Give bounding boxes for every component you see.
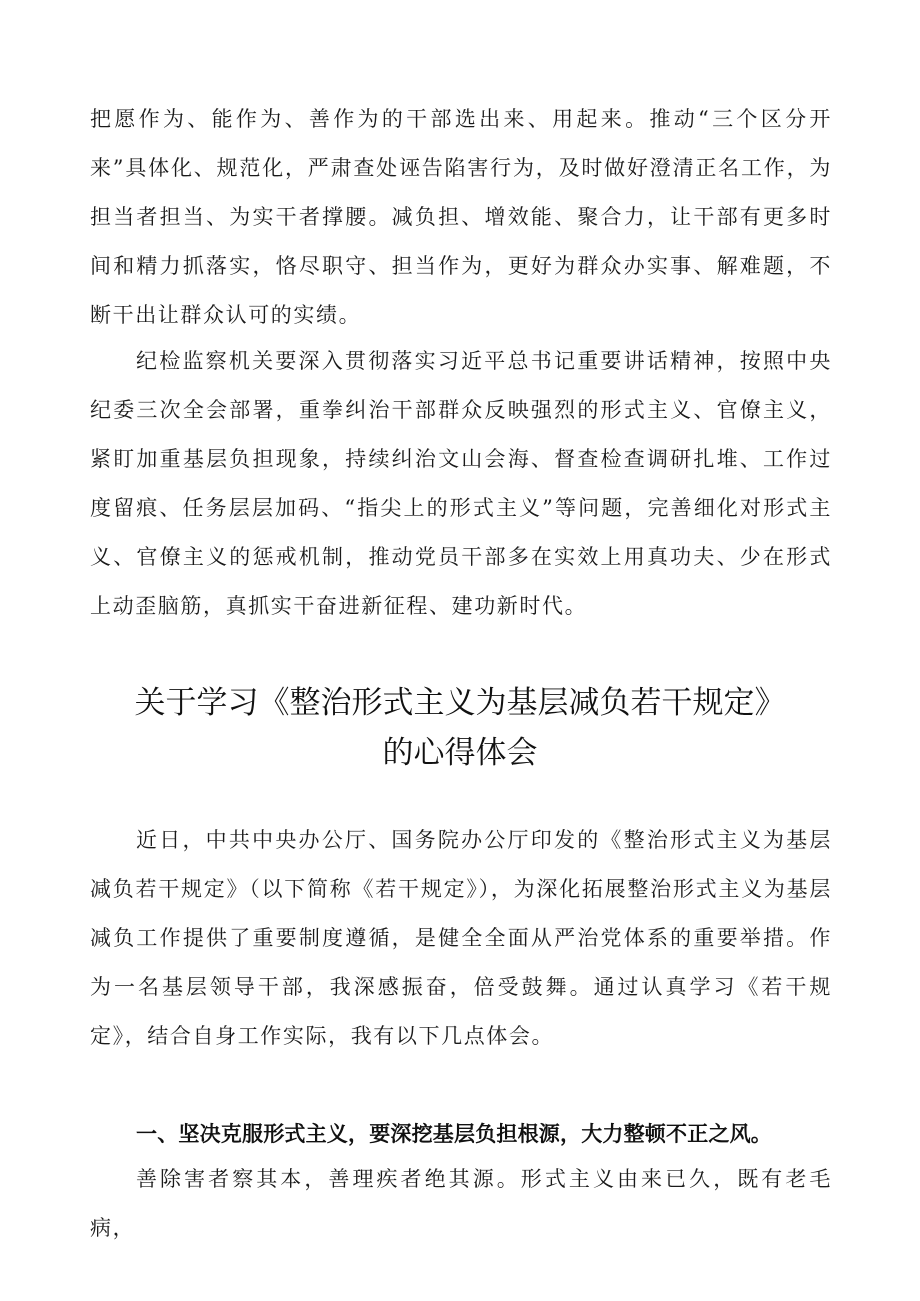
article-title (60, 678, 860, 778)
body-paragraph-discipline-inspection: 纪检监察机关要深入贯彻落实习近平总书记重要讲话精神，按照中央纪委三次全会部署，重拳纠治干部群众反映强烈的形式主义、官僚主义，紧盯加重基层负担现象，持续纠治文山会海、督查检查调研扎堆、工作过度留痕、任务层层加码、“指尖上的形式主义”等问题，完善细化对形式主义、官僚主义的惩戒机制，推动党员干部多在实效上用真功夫、少在形式上动歪脑筋，真抓实干奋进新征程、建功新时代。 (90, 349, 832, 618)
body-paragraph-continuation: 把愿作为、能作为、善作为的干部选出来、用起来。推动“三个区分开来”具体化、规范化，严肃查处诬告陷害行为，及时做好澄清正名工作，为担当者担当、为实干者撑腰。减负担、增效能、聚合力，让干部有更多时间和精力抓落实，恪尽职守、担当作为，更好为群众办实事、解难题，不断干出让群众认可的实绩。 (90, 107, 832, 327)
article-title-line-2: 的心得体会 (382, 735, 538, 771)
article-title-line-1: 关于学习《整治形式主义为基层减负若干规定》 (134, 685, 786, 721)
section-heading-1: 一、坚决克服形式主义，要深挖基层负担根源，大力整顿不正之风。 (136, 1122, 772, 1146)
body-paragraph-intro: 近日，中共中央办公厅、国务院办公厅印发的《整治形式主义为基层减负若干规定》（以下简称《若干规定》），为深化拓展整治形式主义为基层减负工作提供了重要制度遵循，是健全全面从严治党体系的重要举措。作为一名基层领导干部，我深感振奋，倍受鼓舞。通过认真学习《若干规定》，结合自身工作实际，我有以下几点体会。 (90, 828, 832, 1048)
body-paragraph-section-1: 善除害者察其本，善理疾者绝其源。形式主义由来已久，既有老毛病， (90, 1167, 832, 1240)
